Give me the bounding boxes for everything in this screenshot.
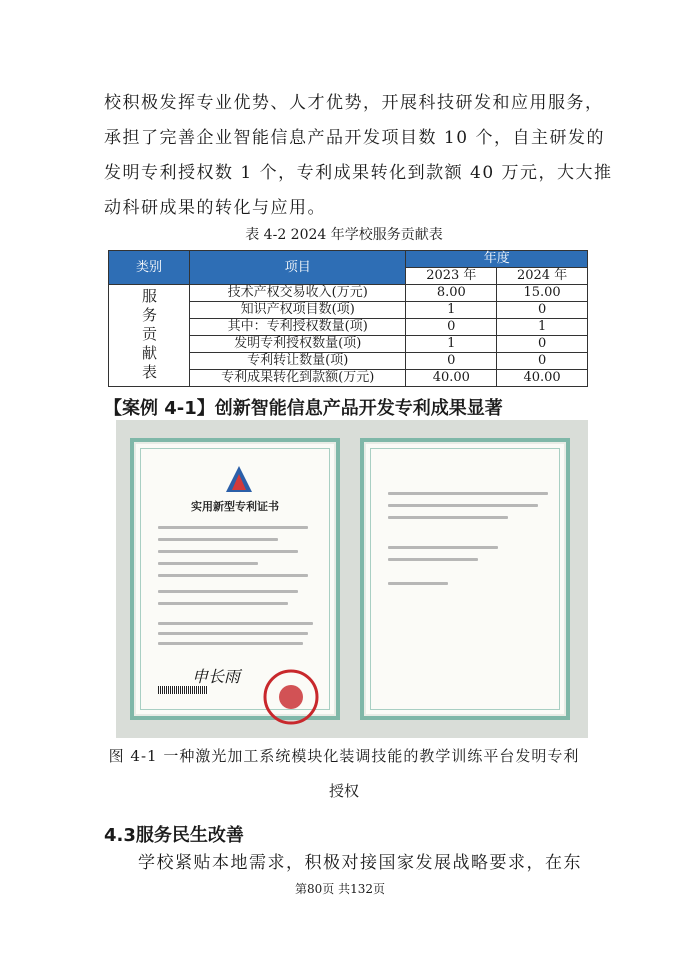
body-line-1: 学校紧贴本地需求，积极对接国家发展战略要求，在东	[138, 853, 582, 873]
certificate-back-page	[360, 438, 570, 720]
row-2023: 0	[406, 353, 497, 370]
row-2024: 0	[497, 302, 588, 319]
header-item: 项目	[190, 251, 406, 285]
page-number: 第80页 共132页	[295, 882, 385, 896]
intro-line-1: 校积极发挥专业优势、人才优势，开展科技研发和应用服务，	[104, 93, 604, 113]
row-2024: 0	[497, 353, 588, 370]
header-2023: 2023 年	[406, 268, 497, 285]
row-item: 专利转让数量(项)	[190, 353, 406, 370]
row-item: 其中：专利授权数量(项)	[190, 319, 406, 336]
intro-paragraph	[104, 86, 613, 226]
category-cell	[109, 285, 190, 387]
table-row	[109, 285, 588, 302]
row-item: 知识产权项目数(项)	[190, 302, 406, 319]
row-2024: 15.00	[497, 285, 588, 302]
row-2023: 8.00	[406, 285, 497, 302]
row-2024: 40.00	[497, 370, 588, 387]
table-caption: 表 4-2 2024 年学校服务贡献表	[245, 227, 443, 243]
patent-certificate-photo	[116, 420, 588, 738]
body-paragraph	[138, 846, 584, 881]
official-seal-icon	[262, 668, 320, 726]
header-year: 年度	[406, 251, 588, 268]
section-heading: 4.3服务民生改善	[104, 825, 244, 846]
category-label: 服务贡献表	[140, 288, 158, 383]
row-2023: 1	[406, 302, 497, 319]
row-item: 发明专利授权数量(项)	[190, 336, 406, 353]
cnipa-logo-icon	[222, 464, 256, 494]
figure-caption-cont: 授权	[328, 782, 359, 800]
header-category: 类别	[109, 251, 190, 285]
row-2023: 1	[406, 336, 497, 353]
row-item: 专利成果转化到款额(万元)	[190, 370, 406, 387]
barcode	[158, 686, 208, 694]
row-2024: 1	[497, 319, 588, 336]
figure-caption: 图 4-1 一种激光加工系统模块化装调技能的教学训练平台发明专利	[108, 747, 580, 765]
row-2024: 0	[497, 336, 588, 353]
case-heading: 【案例 4-1】创新智能信息产品开发专利成果显著	[104, 398, 503, 419]
certificate-front-page	[130, 438, 340, 720]
header-2024: 2024 年	[497, 268, 588, 285]
intro-line-2: 承担了完善企业智能信息产品开发项目数 10 个，自主研发的	[104, 128, 605, 148]
row-item: 技术产权交易收入(万元)	[190, 285, 406, 302]
intro-line-4: 动科研成果的转化与应用。	[104, 198, 326, 218]
certificate-title: 实用新型专利证书	[191, 500, 279, 513]
row-2023: 0	[406, 319, 497, 336]
service-contribution-table	[108, 250, 588, 387]
director-signature: 申长雨	[192, 667, 241, 686]
row-2023: 40.00	[406, 370, 497, 387]
intro-line-3: 发明专利授权数 1 个，专利成果转化到款额 40 万元，大大推	[104, 163, 613, 183]
